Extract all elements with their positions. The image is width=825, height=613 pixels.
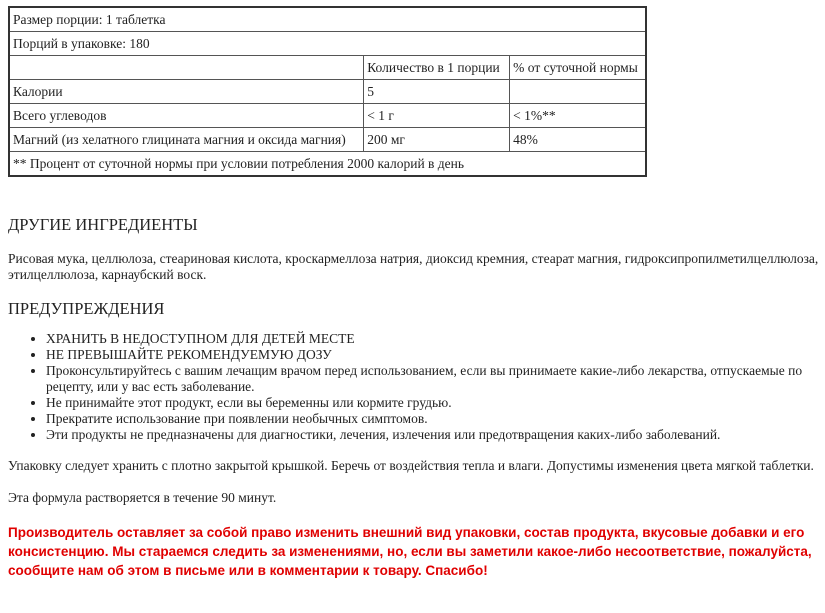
warnings-list xyxy=(8,331,825,443)
dissolution-note: Эта формула растворяется в течение 90 минут. xyxy=(8,490,277,505)
nutrient-daily-value: < 1%** xyxy=(510,104,646,128)
serving-size-row xyxy=(9,7,646,32)
header-daily-value: % от суточной нормы xyxy=(510,56,646,80)
serving-size: Размер порции: 1 таблетка xyxy=(9,7,646,32)
nutrient-amount: 5 xyxy=(364,80,510,104)
header-empty-cell xyxy=(9,56,364,80)
nutrient-name: Всего углеводов xyxy=(9,104,364,128)
footnote-row xyxy=(9,152,646,177)
table-row xyxy=(9,104,646,128)
list-item: • Эти продукты не предназначены для диагностики, лечения, излечения или предотвращения каких-либо заболеваний. xyxy=(46,427,825,443)
supplement-facts-table xyxy=(8,6,647,177)
nutrient-name: Магний (из хелатного глицината магния и оксида магния) xyxy=(9,128,364,152)
list-item: • ХРАНИТЬ В НЕДОСТУПНОМ ДЛЯ ДЕТЕЙ МЕСТЕ xyxy=(46,331,825,347)
list-item: • Прекратите использование при появлении необычных симптомов. xyxy=(46,411,825,427)
table-footnote: ** Процент от суточной нормы при условии потребления 2000 калорий в день xyxy=(9,152,646,177)
list-item: • НЕ ПРЕВЫШАЙТЕ РЕКОМЕНДУЕМУЮ ДОЗУ xyxy=(46,347,825,363)
servings-per-container: Порций в упаковке: 180 xyxy=(9,32,646,56)
nutrient-daily-value: 48% xyxy=(510,128,646,152)
other-ingredients-text: Рисовая мука, целлюлоза, стеариновая кислота, кроскармеллоза натрия, диоксид кремния, стеарат магния, гидроксипропилметилцеллюлоза, этилцеллюлоза, карнаубский воск. xyxy=(8,251,819,282)
table-row xyxy=(9,128,646,152)
nutrient-amount: < 1 г xyxy=(364,104,510,128)
header-amount: Количество в 1 порции xyxy=(364,56,510,80)
table-header-row xyxy=(9,56,646,80)
nutrient-amount: 200 мг xyxy=(364,128,510,152)
list-item: • Не принимайте этот продукт, если вы беременны или кормите грудью. xyxy=(46,395,825,411)
list-item: • Проконсультируйтесь с вашим лечащим врачом перед использованием, если вы принимаете какие-либо лекарства, отпускаемые по рецепту, или у вас есть заболевание. xyxy=(46,363,825,395)
manufacturer-disclaimer: Производитель оставляет за собой право изменить внешний вид упаковки, состав продукта, вкусовые добавки и его консистенцию. Мы стараемся следить за изменениями, но, если вы заметили какое-либо несоответствие, пожалуйста, сообщите нам об этом в письме или в комментарии к товару. Спасибо! xyxy=(8,525,812,578)
table-row xyxy=(9,80,646,104)
nutrient-name: Калории xyxy=(9,80,364,104)
other-ingredients-heading: ДРУГИЕ ИНГРЕДИЕНТЫ xyxy=(8,215,198,234)
warnings-heading: ПРЕДУПРЕЖДЕНИЯ xyxy=(8,299,165,318)
servings-per-container-row xyxy=(9,32,646,56)
nutrient-daily-value xyxy=(510,80,646,104)
storage-instructions: Упаковку следует хранить с плотно закрытой крышкой. Беречь от воздействия тепла и влаги. Допустимы изменения цвета мягкой таблетки. xyxy=(8,458,814,473)
